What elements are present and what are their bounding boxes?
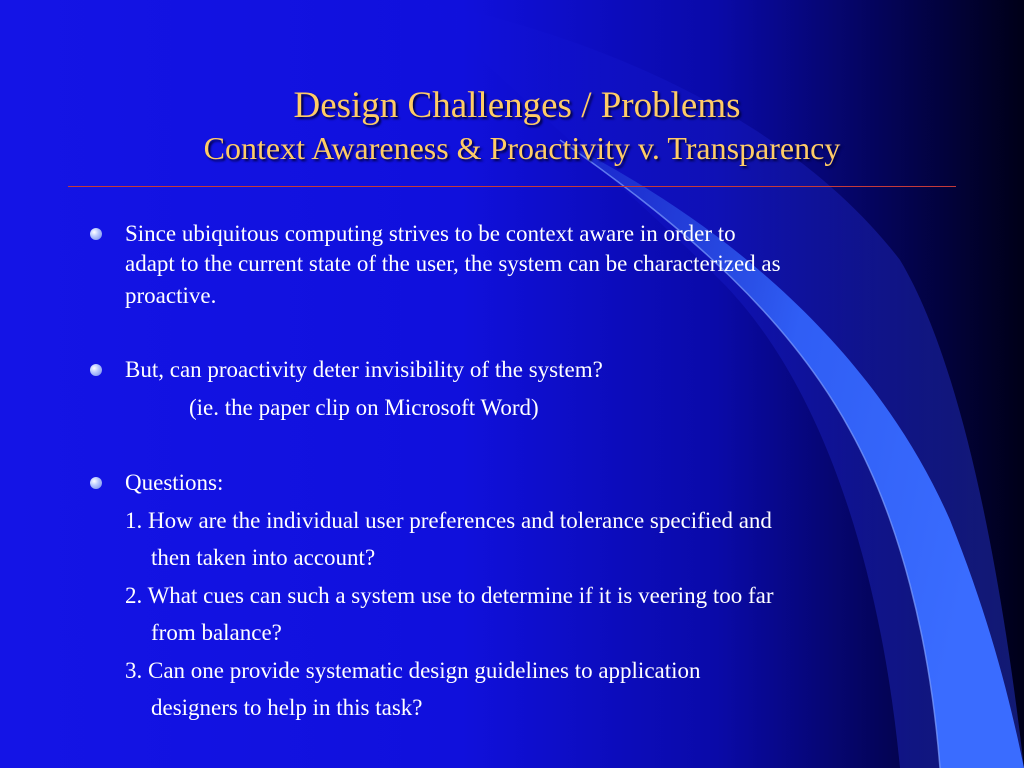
bullet-2-note: (ie. the paper clip on Microsoft Word) <box>189 395 539 420</box>
question-3-line-2: designers to help in this task? <box>151 695 423 720</box>
question-2-line-1: 2. What cues can such a system use to determine if it is veering too far <box>125 583 774 608</box>
bullet-1-line-1: Since ubiquitous computing strives to be context aware in order to <box>125 221 736 246</box>
bullet-1-line-3: proactive. <box>125 283 217 308</box>
bullet-2-line-1: But, can proactivity deter invisibility of the system? <box>125 357 603 382</box>
question-3-line-1: 3. Can one provide systematic design guidelines to application <box>125 658 701 683</box>
slide-subtitle: Context Awareness & Proactivity v. Transparency <box>203 130 841 166</box>
bullet-icon <box>90 228 102 240</box>
question-2-line-2: from balance? <box>151 620 282 645</box>
slide-title: Design Challenges / Problems <box>293 85 741 126</box>
question-1-line-1: 1. How are the individual user preferences and tolerance specified and <box>125 508 772 533</box>
question-1-line-2: then taken into account? <box>151 545 376 570</box>
bullet-icon <box>90 477 102 489</box>
bullet-3-line-1: Questions: <box>125 470 224 495</box>
bullet-icon <box>90 364 102 376</box>
bullet-1-line-2: adapt to the current state of the user, the system can be characterized as <box>125 251 781 276</box>
